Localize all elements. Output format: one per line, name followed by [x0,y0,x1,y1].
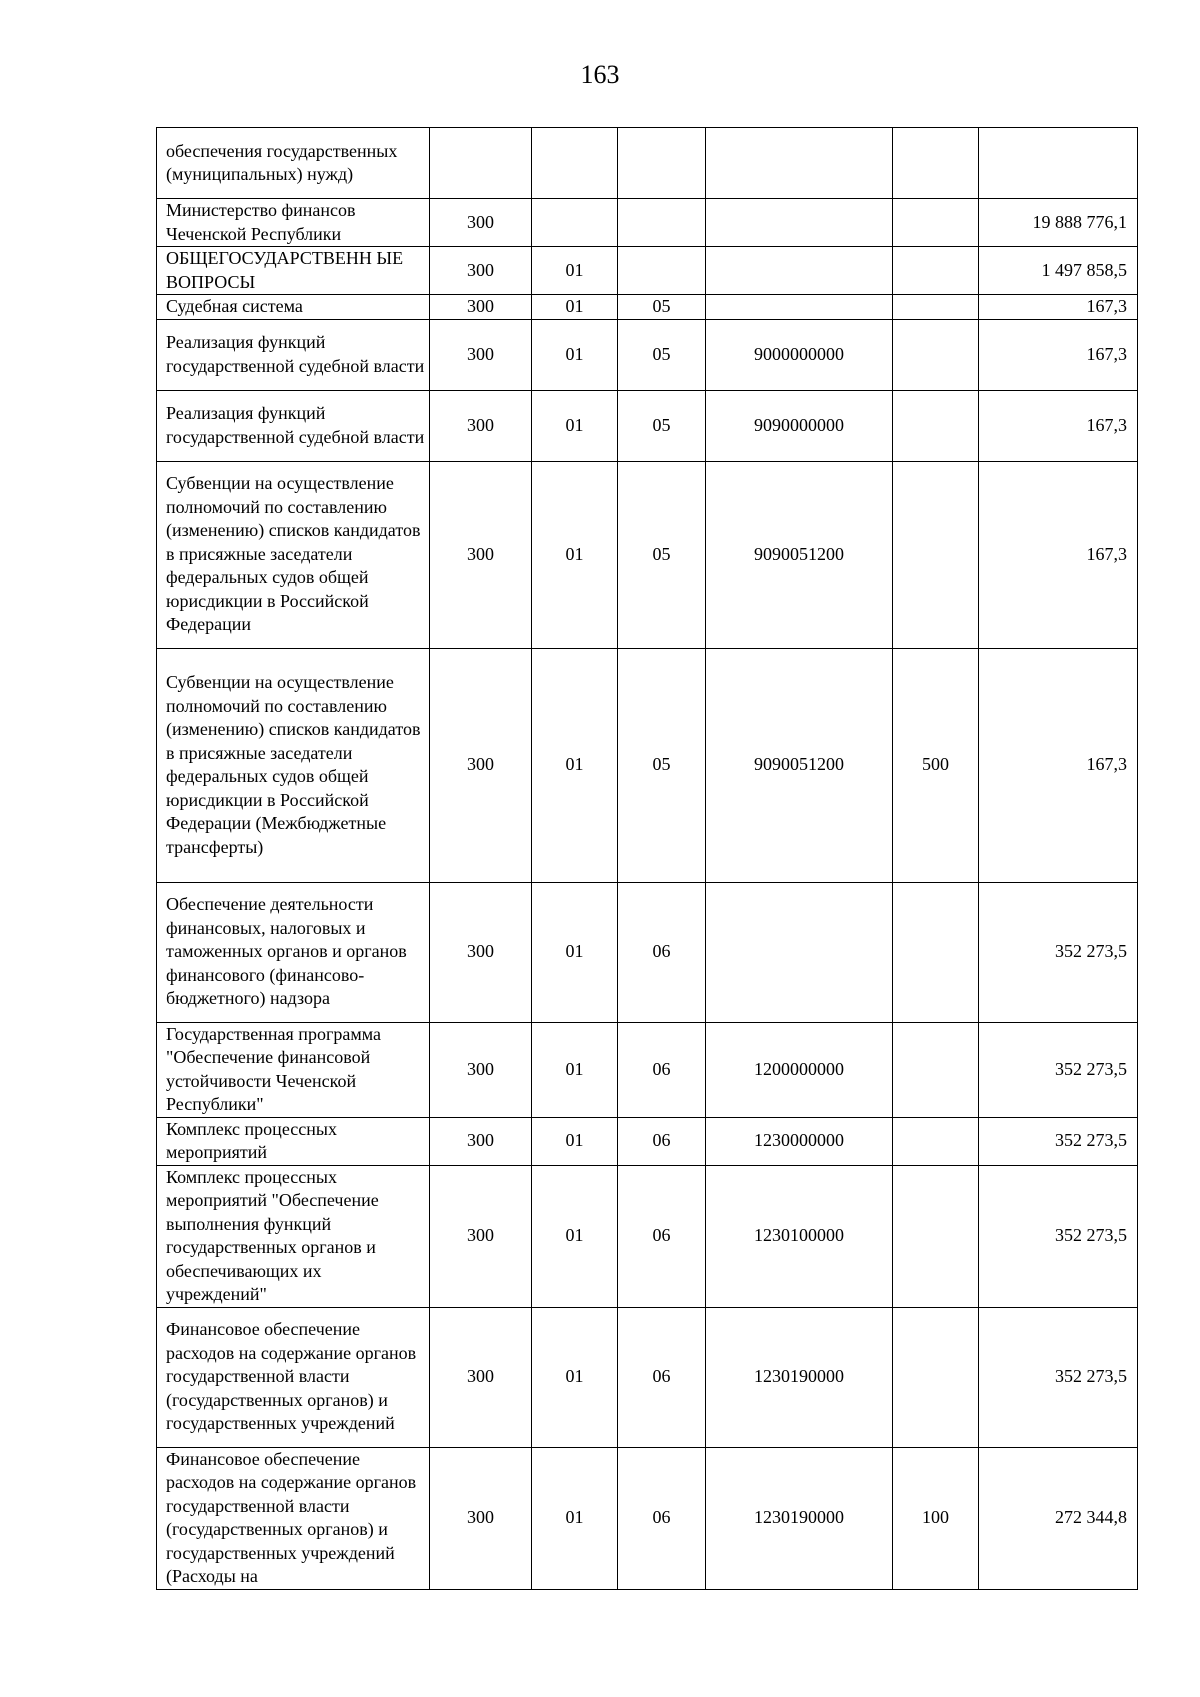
ved-cell: 300 [430,319,532,390]
rz-cell [532,199,618,247]
pr-cell: 05 [618,295,706,320]
rz-cell: 01 [532,390,618,461]
table-row [157,882,1138,1022]
ved-cell: 300 [430,1022,532,1117]
row-name-cell: Судебная система [157,295,430,320]
pr-cell: 06 [618,1307,706,1447]
ved-cell: 300 [430,461,532,648]
pr-cell: 06 [618,882,706,1022]
csr-cell [706,199,893,247]
pr-cell [618,199,706,247]
ved-cell: 300 [430,648,532,882]
ved-cell: 300 [430,1447,532,1589]
csr-cell: 1230000000 [706,1117,893,1165]
sum-cell: 352 273,5 [979,1307,1138,1447]
vr-cell [893,247,979,295]
vr-cell [893,390,979,461]
ved-cell: 300 [430,1165,532,1307]
ved-cell: 300 [430,882,532,1022]
table-row [157,247,1138,295]
table-row [157,128,1138,199]
csr-cell [706,128,893,199]
budget-table [156,127,1138,1590]
sum-cell: 352 273,5 [979,882,1138,1022]
pr-cell: 06 [618,1117,706,1165]
table-row [157,390,1138,461]
table-row [157,461,1138,648]
sum-cell: 167,3 [979,319,1138,390]
ved-cell: 300 [430,1307,532,1447]
table-row [157,1117,1138,1165]
ved-cell [430,128,532,199]
vr-cell [893,1165,979,1307]
pr-cell: 05 [618,648,706,882]
table-row [157,648,1138,882]
ved-cell: 300 [430,390,532,461]
csr-cell [706,295,893,320]
pr-cell [618,128,706,199]
ved-cell: 300 [430,295,532,320]
csr-cell [706,882,893,1022]
rz-cell: 01 [532,1447,618,1589]
rz-cell: 01 [532,1165,618,1307]
ved-cell: 300 [430,199,532,247]
pr-cell: 06 [618,1022,706,1117]
row-name-cell: Обеспечение деятельности финансовых, налоговых и таможенных органов и органов финансового (финансово-бюджетного) надзора [157,882,430,1022]
csr-cell: 1200000000 [706,1022,893,1117]
row-name-cell: Государственная программа "Обеспечение финансовой устойчивости Чеченской Республики" [157,1022,430,1117]
table-row [157,1447,1138,1589]
sum-cell: 167,3 [979,390,1138,461]
vr-cell [893,1307,979,1447]
csr-cell [706,247,893,295]
table-row [157,199,1138,247]
rz-cell: 01 [532,1307,618,1447]
vr-cell [893,461,979,648]
rz-cell: 01 [532,319,618,390]
vr-cell [893,319,979,390]
csr-cell: 1230190000 [706,1307,893,1447]
sum-cell: 19 888 776,1 [979,199,1138,247]
row-name-cell: обеспечения государственных (муниципальных) нужд) [157,128,430,199]
ved-cell: 300 [430,247,532,295]
rz-cell: 01 [532,247,618,295]
sum-cell: 352 273,5 [979,1022,1138,1117]
row-name-cell: Министерство финансов Чеченской Республики [157,199,430,247]
pr-cell: 05 [618,461,706,648]
page-number: 163 [580,60,620,89]
table-row [157,1307,1138,1447]
table-row [157,319,1138,390]
vr-cell: 500 [893,648,979,882]
sum-cell: 272 344,8 [979,1447,1138,1589]
csr-cell: 9090051200 [706,461,893,648]
table-row [157,1022,1138,1117]
row-name-cell: Комплекс процессных мероприятий "Обеспечение выполнения функций государственных органов и обеспечивающих их учреждений" [157,1165,430,1307]
sum-cell: 167,3 [979,648,1138,882]
sum-cell: 352 273,5 [979,1117,1138,1165]
sum-cell: 1 497 858,5 [979,247,1138,295]
csr-cell: 9090000000 [706,390,893,461]
rz-cell [532,128,618,199]
csr-cell: 9000000000 [706,319,893,390]
rz-cell: 01 [532,1022,618,1117]
csr-cell: 1230100000 [706,1165,893,1307]
csr-cell: 1230190000 [706,1447,893,1589]
row-name-cell: Субвенции на осуществление полномочий по составлению (изменению) списков кандидатов в присяжные заседатели федеральных судов общей юрисдикции в Российской Федерации [157,461,430,648]
sum-cell: 167,3 [979,461,1138,648]
pr-cell: 06 [618,1447,706,1589]
pr-cell: 05 [618,390,706,461]
table-row [157,295,1138,320]
table-row [157,1165,1138,1307]
rz-cell: 01 [532,1117,618,1165]
vr-cell [893,295,979,320]
sum-cell [979,128,1138,199]
pr-cell: 05 [618,319,706,390]
row-name-cell: Субвенции на осуществление полномочий по составлению (изменению) списков кандидатов в присяжные заседатели федеральных судов общей юрисдикции в Российской Федерации (Межбюджетные трансферты) [157,648,430,882]
csr-cell: 9090051200 [706,648,893,882]
vr-cell [893,128,979,199]
row-name-cell: Финансовое обеспечение расходов на содержание органов государственной власти (государственных органов) и государственных учреждений (Расходы на [157,1447,430,1589]
ved-cell: 300 [430,1117,532,1165]
rz-cell: 01 [532,461,618,648]
row-name-cell: Реализация функций государственной судебной власти [157,390,430,461]
rz-cell: 01 [532,648,618,882]
pr-cell [618,247,706,295]
vr-cell [893,1117,979,1165]
rz-cell: 01 [532,295,618,320]
vr-cell [893,882,979,1022]
rz-cell: 01 [532,882,618,1022]
vr-cell [893,1022,979,1117]
sum-cell: 352 273,5 [979,1165,1138,1307]
row-name-cell: Финансовое обеспечение расходов на содержание органов государственной власти (государственных органов) и государственных учреждений [157,1307,430,1447]
sum-cell: 167,3 [979,295,1138,320]
row-name-cell: ОБЩЕГОСУДАРСТВЕНН ЫЕ ВОПРОСЫ [157,247,430,295]
row-name-cell: Реализация функций государственной судебной власти [157,319,430,390]
pr-cell: 06 [618,1165,706,1307]
row-name-cell: Комплекс процессных мероприятий [157,1117,430,1165]
vr-cell [893,199,979,247]
vr-cell: 100 [893,1447,979,1589]
